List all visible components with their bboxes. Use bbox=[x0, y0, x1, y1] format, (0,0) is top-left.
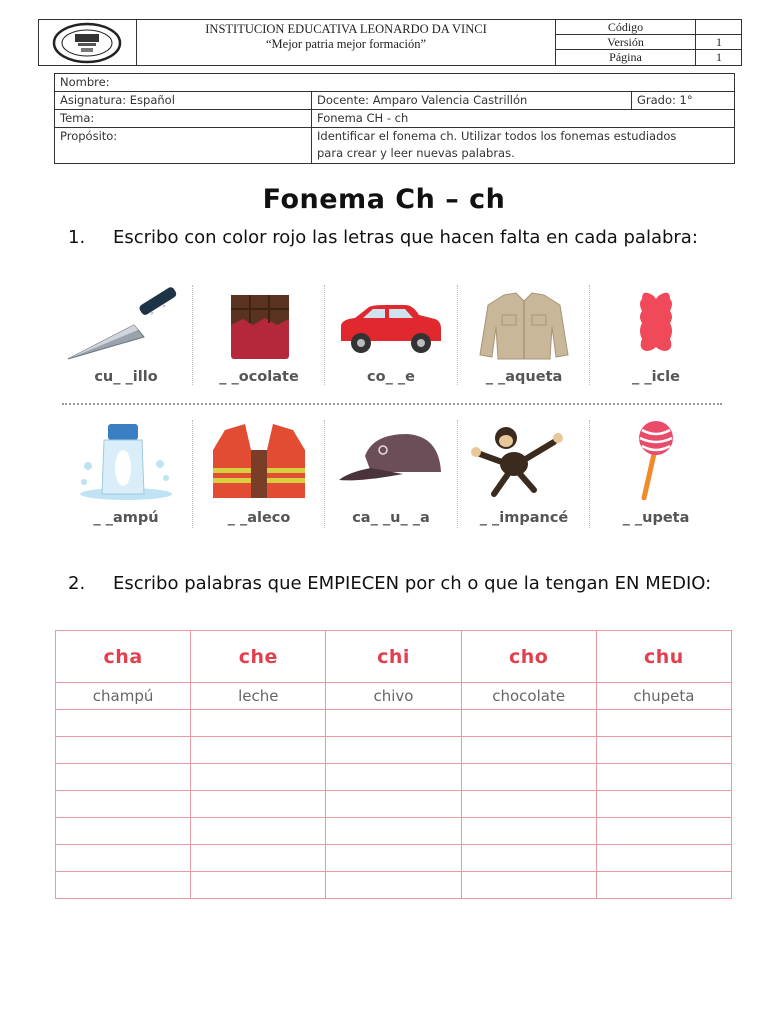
meta-key: Versión bbox=[556, 35, 696, 49]
question-text: Escribo con color rojo las letras que hacen falta en cada palabra: bbox=[113, 227, 698, 248]
column-header: che bbox=[191, 631, 326, 683]
blank-cell[interactable] bbox=[326, 791, 461, 818]
blank-cell[interactable] bbox=[56, 791, 191, 818]
blank-cell[interactable] bbox=[461, 818, 596, 845]
divider bbox=[457, 420, 458, 528]
table-row bbox=[56, 764, 732, 791]
meta-row-codigo bbox=[556, 20, 742, 35]
asignatura-field: Asignatura: Español bbox=[55, 92, 312, 110]
blank-cell[interactable] bbox=[191, 764, 326, 791]
column-header: chu bbox=[596, 631, 731, 683]
picture-cell bbox=[590, 285, 722, 395]
blank-cell[interactable] bbox=[461, 710, 596, 737]
blank-cell[interactable] bbox=[596, 872, 731, 899]
divider bbox=[192, 285, 193, 385]
meta-key: Código bbox=[556, 20, 696, 34]
question-number: 2. bbox=[68, 573, 86, 594]
institution-cell bbox=[137, 20, 556, 65]
word-label: _ _ampú bbox=[93, 510, 159, 526]
word-label: ca_ _u_ _a bbox=[352, 510, 430, 526]
word-label: cu_ _illo bbox=[94, 369, 158, 385]
shampoo-bottle-icon bbox=[60, 420, 192, 500]
blank-cell[interactable] bbox=[56, 845, 191, 872]
example-word: chivo bbox=[326, 683, 461, 710]
blank-cell[interactable] bbox=[191, 818, 326, 845]
meta-row-pagina bbox=[556, 50, 742, 65]
blank-cell[interactable] bbox=[596, 845, 731, 872]
page-title: Fonema Ch – ch bbox=[262, 184, 506, 215]
document-meta bbox=[556, 20, 742, 65]
blank-cell[interactable] bbox=[56, 818, 191, 845]
picture-cell bbox=[590, 420, 722, 530]
column-header: chi bbox=[326, 631, 461, 683]
divider bbox=[324, 420, 325, 528]
word-label: _ _aleco bbox=[227, 510, 291, 526]
picture-cell bbox=[60, 285, 192, 395]
question-number: 1. bbox=[68, 227, 86, 248]
blank-cell[interactable] bbox=[596, 764, 731, 791]
blank-cell[interactable] bbox=[326, 818, 461, 845]
divider bbox=[589, 285, 590, 385]
table-row bbox=[56, 737, 732, 764]
picture-cell bbox=[458, 285, 590, 395]
car-icon bbox=[325, 285, 457, 365]
blank-cell[interactable] bbox=[191, 845, 326, 872]
blank-cell[interactable] bbox=[326, 845, 461, 872]
institution-name: INSTITUCION EDUCATIVA LEONARDO DA VINCI bbox=[205, 22, 487, 36]
proposito-label: Propósito: bbox=[55, 128, 312, 164]
blank-cell[interactable] bbox=[191, 791, 326, 818]
words-table bbox=[55, 630, 732, 899]
student-info-table bbox=[54, 73, 735, 164]
gummy-bear-icon bbox=[590, 285, 722, 365]
blank-cell[interactable] bbox=[326, 737, 461, 764]
blank-cell[interactable] bbox=[596, 818, 731, 845]
jacket-icon bbox=[458, 285, 590, 365]
lollipop-icon bbox=[590, 420, 722, 500]
picture-cell bbox=[458, 420, 590, 530]
word-label: co_ _e bbox=[367, 369, 415, 385]
question-2 bbox=[68, 569, 728, 629]
institution-motto: “Mejor patria mejor formación” bbox=[266, 37, 426, 51]
chocolate-bar-icon bbox=[193, 285, 325, 365]
table-row bbox=[56, 791, 732, 818]
table-row bbox=[56, 872, 732, 899]
blank-cell[interactable] bbox=[461, 845, 596, 872]
blank-cell[interactable] bbox=[56, 737, 191, 764]
blank-cell[interactable] bbox=[461, 872, 596, 899]
word-label: _ _impancé bbox=[479, 510, 569, 526]
blank-cell[interactable] bbox=[461, 737, 596, 764]
meta-key: Página bbox=[556, 50, 696, 65]
column-header: cha bbox=[56, 631, 191, 683]
blank-cell[interactable] bbox=[56, 872, 191, 899]
blank-cell[interactable] bbox=[461, 791, 596, 818]
picture-cell bbox=[325, 420, 457, 530]
example-word: leche bbox=[191, 683, 326, 710]
picture-cell bbox=[193, 420, 325, 530]
vest-icon bbox=[193, 420, 325, 500]
word-label: _ _upeta bbox=[622, 510, 690, 526]
word-label: _ _icle bbox=[632, 369, 680, 385]
word-label: _ _aqueta bbox=[485, 369, 563, 385]
table-row bbox=[56, 818, 732, 845]
divider bbox=[324, 285, 325, 385]
meta-value: 1 bbox=[716, 35, 722, 49]
column-header: cho bbox=[461, 631, 596, 683]
blank-cell[interactable] bbox=[596, 791, 731, 818]
table-row bbox=[56, 710, 732, 737]
document-header bbox=[38, 19, 742, 66]
picture-cell bbox=[193, 285, 325, 395]
blank-cell[interactable] bbox=[326, 872, 461, 899]
question-text: Escribo palabras que EMPIECEN por ch o que la tengan EN MEDIO: bbox=[113, 573, 712, 594]
blank-cell[interactable] bbox=[596, 737, 731, 764]
blank-cell[interactable] bbox=[191, 737, 326, 764]
cap-icon bbox=[325, 420, 457, 500]
example-word: chocolate bbox=[461, 683, 596, 710]
chimpanzee-icon bbox=[458, 420, 590, 500]
proposito-value: Identificar el fonema ch. Utilizar todos los fonemas estudiados para crear y leer nuevas palabras. bbox=[312, 128, 735, 164]
blank-cell[interactable] bbox=[191, 710, 326, 737]
blank-cell[interactable] bbox=[56, 764, 191, 791]
table-header-row bbox=[56, 631, 732, 683]
meta-row-version bbox=[556, 35, 742, 50]
blank-cell[interactable] bbox=[191, 872, 326, 899]
nombre-field[interactable]: Nombre: bbox=[55, 74, 735, 92]
blank-cell[interactable] bbox=[326, 764, 461, 791]
meta-value: 1 bbox=[716, 50, 722, 64]
example-word: chupeta bbox=[596, 683, 731, 710]
tema-value: Fonema CH - ch bbox=[312, 110, 735, 128]
blank-cell[interactable] bbox=[326, 710, 461, 737]
divider bbox=[589, 420, 590, 528]
divider bbox=[457, 285, 458, 385]
picture-cell bbox=[325, 285, 457, 395]
school-logo bbox=[39, 20, 137, 65]
question-1 bbox=[68, 223, 728, 283]
blank-cell[interactable] bbox=[461, 764, 596, 791]
docente-field: Docente: Amparo Valencia Castrillón bbox=[312, 92, 632, 110]
meta-value bbox=[696, 20, 742, 34]
blank-cell[interactable] bbox=[596, 710, 731, 737]
table-row bbox=[56, 845, 732, 872]
divider bbox=[192, 420, 193, 528]
word-label: _ _ocolate bbox=[219, 369, 299, 385]
picture-cell bbox=[60, 420, 192, 530]
knife-icon bbox=[60, 285, 192, 365]
grado-field: Grado: 1° bbox=[632, 92, 735, 110]
row-divider bbox=[62, 403, 722, 405]
blank-cell[interactable] bbox=[56, 710, 191, 737]
table-row bbox=[56, 683, 732, 710]
tema-label: Tema: bbox=[55, 110, 312, 128]
example-word: champú bbox=[56, 683, 191, 710]
